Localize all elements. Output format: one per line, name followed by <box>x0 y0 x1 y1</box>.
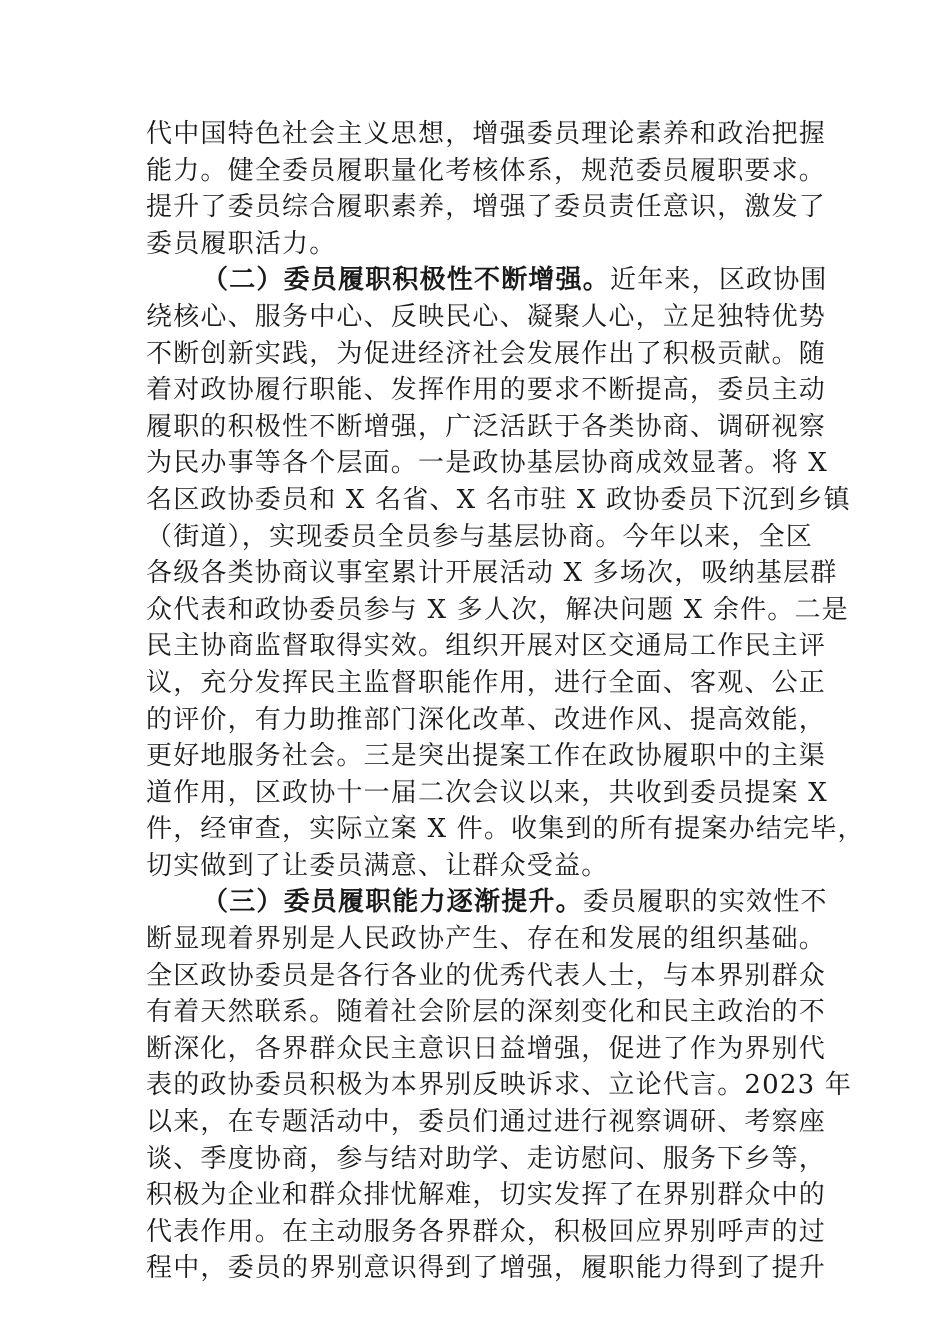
section-three-heading: （三）委员履职能力逐渐提升。 <box>202 887 583 918</box>
text-line: 更好地服务社会。三是突出提案工作在政协履职中的主渠 <box>146 741 827 772</box>
text-line: 提升了委员综合履职素养，增强了委员责任意识，激发了 <box>146 192 827 223</box>
section-two-first-line <box>146 262 828 299</box>
text-line: 以来，在专题活动中，委员们通过进行视察调研、考察座 <box>146 1107 827 1138</box>
text-line: 切实做到了让委员满意、让群众受益。 <box>146 850 609 881</box>
text-line: 代表作用。在主动服务各界群众，积极回应界别呼声的过 <box>146 1216 827 1247</box>
text-line: 程中，委员的界别意识得到了增强，履职能力得到了提升 <box>146 1253 827 1284</box>
text-line: 表的政协委员积极为本界别反映诉求、立论代言。2023 年 <box>146 1070 853 1101</box>
text-line: 为民办事等各个层面。一是政协基层协商成效显著。将 X <box>146 448 828 479</box>
text-line: 有着天然联系。随着社会阶层的深刻变化和民主政治的不 <box>146 997 827 1028</box>
text-line: 民主协商监督取得实效。组织开展对区交通局工作民主评 <box>146 631 827 662</box>
text-line: 道作用，区政协十一届二次会议以来，共收到委员提案 X <box>146 777 828 808</box>
text-line: 代中国特色社会主义思想，增强委员理论素养和政治把握 <box>146 119 827 149</box>
text-line: 不断创新实践，为促进经济社会发展作出了积极贡献。随 <box>146 338 827 369</box>
section-three-first-line <box>146 884 828 921</box>
text-line: 断深化，各界群众民主意识日益增强，促进了作为界别代 <box>146 1033 827 1064</box>
document-page <box>146 116 865 1287</box>
section-two-heading: （二）委员履职积极性不断增强。 <box>202 265 611 296</box>
text-line: 履职的积极性不断增强，广泛活跃于各类协商、调研视察 <box>146 411 827 442</box>
text-line: 的评价，有力助推部门深化改革、改进作风、提高效能， <box>146 704 827 735</box>
text-line: 委员履职活力。 <box>146 228 337 259</box>
text-line: 积极为企业和群众排忧解难，切实发挥了在界别群众中的 <box>146 1180 827 1211</box>
text-run: 委员履职的实效性不 <box>582 887 828 918</box>
text-line: 谈、季度协商，参与结对助学、走访慰问、服务下乡等， <box>146 1143 827 1174</box>
text-line: 绕核心、服务中心、反映民心、凝聚人心，立足独特优势 <box>146 301 827 332</box>
text-line: 能力。健全委员履职量化考核体系，规范委员履职要求。 <box>146 155 827 186</box>
text-line: 议，充分发挥民主监督职能作用，进行全面、客观、公正 <box>146 667 827 698</box>
text-line: 断显现着界别是人民政协产生、存在和发展的组织基础。 <box>146 924 827 955</box>
text-line: 众代表和政协委员参与 X 多人次，解决问题 X 余件。二是 <box>146 594 849 625</box>
text-line: 件，经审查，实际立案 X 件。收集到的所有提案办结完毕， <box>146 814 865 845</box>
text-line: 全区政协委员是各行各业的优秀代表人士，与本界别群众 <box>146 960 827 991</box>
text-run: 近年来，区政协围 <box>610 265 828 296</box>
text-line: 名区政协委员和 X 名省、X 名市驻 X 政协委员下沉到乡镇 <box>146 484 851 515</box>
text-line: 各级各类协商议事室累计开展活动 X 多场次，吸纳基层群 <box>146 558 838 589</box>
text-line: （街道），实现委员全员参与基层协商。今年以来，全区 <box>146 521 814 552</box>
text-line: 着对政协履行职能、发挥作用的要求不断提高，委员主动 <box>146 375 827 406</box>
